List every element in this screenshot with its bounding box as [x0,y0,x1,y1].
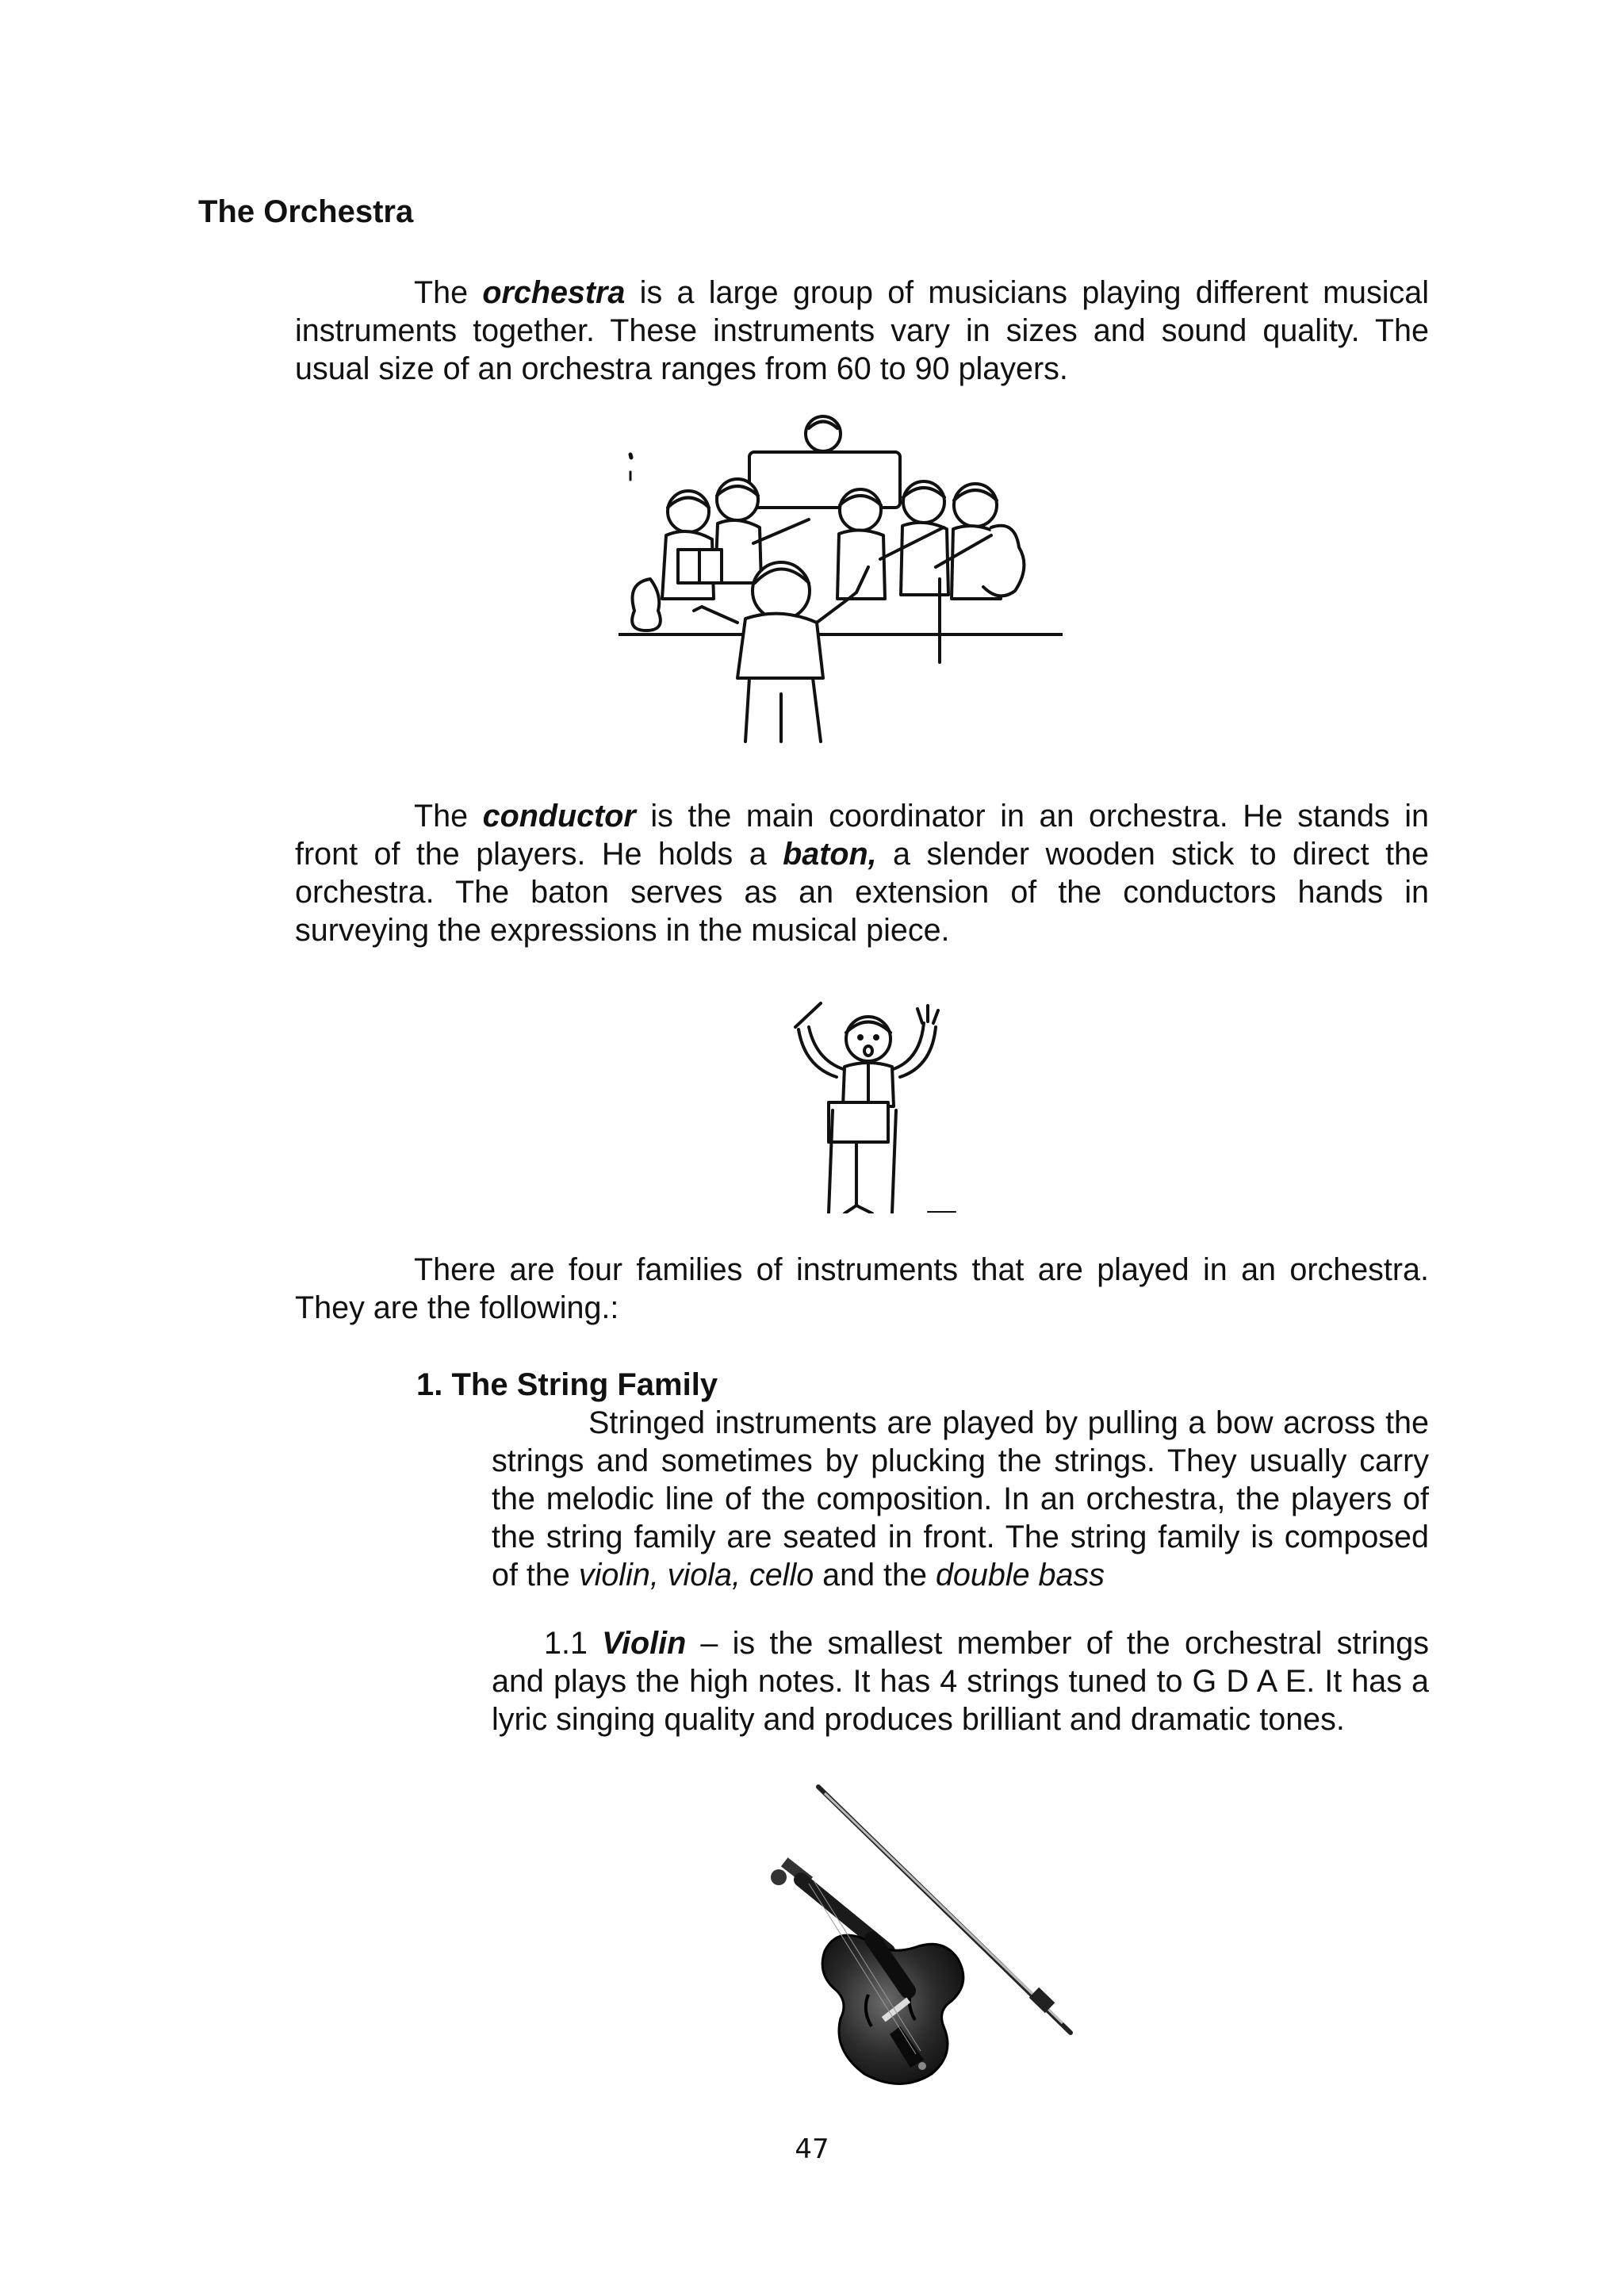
conductor-illustration [781,991,971,1213]
term-violin: Violin [602,1626,687,1661]
page-number: 47 [795,2133,829,2165]
text-run: and the [814,1558,936,1593]
conductor-paragraph [295,797,1429,949]
term-orchestra: orchestra [482,275,626,310]
text-run: – is the smallest member of the orchestral strings and plays the high notes. It has 4 strings tuned to G D A E. It has a lyric singing quality and produces brilliant and dramatic tones. [492,1626,1429,1737]
text-run: is a large group of musicians playing different musical instruments together. These instruments vary in sizes and sound quality. The usual size of an orchestra ranges from 60 to 90 players. [295,275,1429,386]
orchestra-illustration [619,408,1063,749]
text-run: The [414,799,483,834]
text-run: The [414,275,483,310]
page-title: The Orchestra [198,194,414,229]
instrument-list: violin, viola, cello [578,1558,814,1593]
text-run: is the main coordinator in an orchestra. He stands in front of the players. He holds a [295,799,1429,872]
violin-paragraph [492,1624,1429,1738]
text-run: a slender wooden stick to direct the orchestra. The baton serves as an extension of the conductors hands in surveying the expressions in the musical piece. [295,837,1429,948]
term-baton: baton, [783,837,877,872]
violin-illustration [761,1780,1078,2098]
instrument-double-bass: double bass [935,1558,1105,1593]
string-family-heading: 1. The String Family [416,1367,718,1402]
orchestra-paragraph [295,274,1429,388]
term-conductor: conductor [482,799,636,834]
text-run: There are four families of instruments that are played in an orchestra. They are the following.: [295,1252,1429,1325]
text-run: Stringed instruments are played by pulling a bow across the strings and sometimes by plucking the strings. They usually carry the melodic line of the composition. In an orchestra, the players of the string family are seated in front. The string family is composed of the [492,1405,1429,1593]
families-paragraph [295,1251,1429,1327]
string-family-paragraph [492,1404,1429,1594]
text-run: 1.1 [544,1626,603,1661]
